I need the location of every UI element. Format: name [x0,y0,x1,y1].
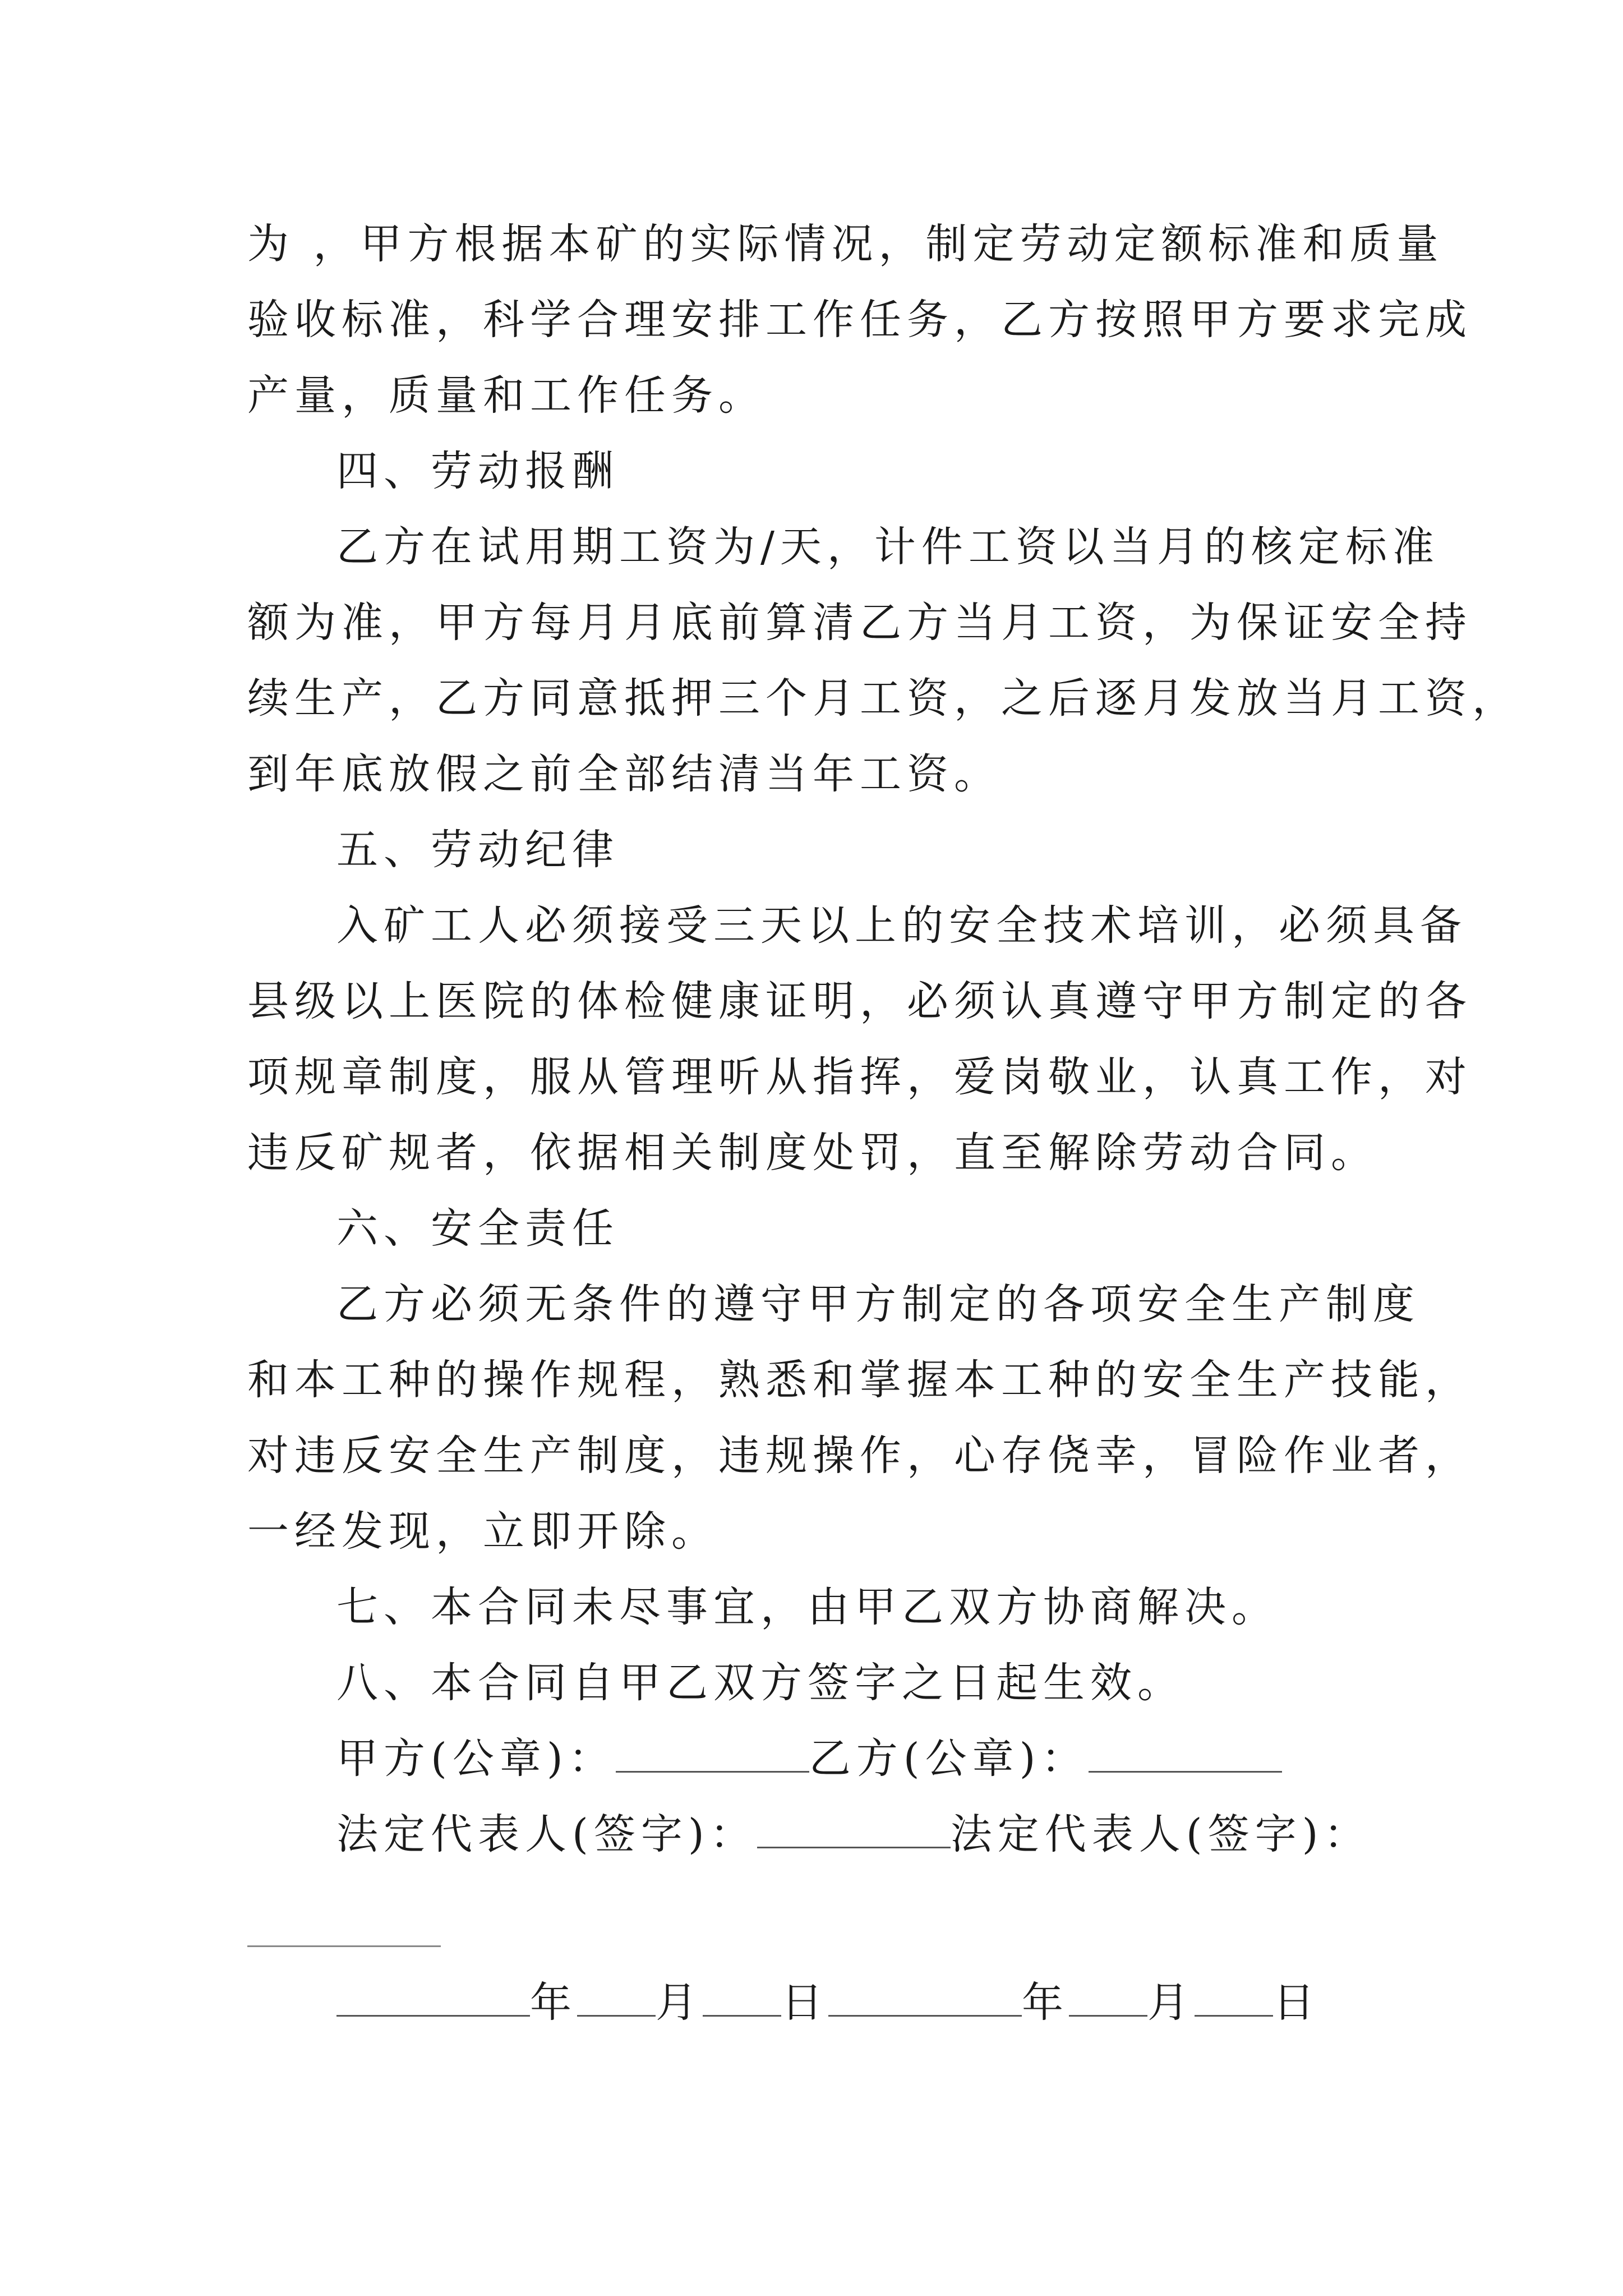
party-a-seal-label: 甲方(公章)： [336,1734,616,1783]
day-b-label: 日 [1273,1978,1320,2027]
rep-b-signature-field[interactable] [247,1945,441,1947]
rep-a-signature-field[interactable] [757,1806,951,1848]
paragraph-line: 项规章制度，服从管理听从指挥，爱岗敬业，认真工作，对 [247,1053,1472,1101]
clause-seven: 七、本合同未尽事宜，由甲乙双方协商解决。 [336,1583,1279,1631]
year-a-field[interactable] [336,1975,530,2017]
party-a-seal-field[interactable] [616,1731,809,1773]
paragraph-line: 产量，质量和工作任务。 [247,371,766,420]
seal-line [336,1731,1282,1787]
year-b-label: 年 [1022,1978,1069,2027]
paragraph-line: 额为准，甲方每月月底前算清乙方当月工资，为保证安全持 [247,599,1472,647]
year-a-label: 年 [530,1978,577,2027]
month-b-field[interactable] [1069,1975,1147,2017]
rep-b-label: 法定代表人(签字)： [950,1810,1371,1858]
party-b-seal-label: 乙方(公章)： [809,1734,1089,1783]
paragraph-line: 为 ，甲方根据本矿的实际情况，制定劳动定额标准和质量 [247,220,1444,268]
date-line [336,1975,1320,2031]
paragraph-line: 到年底放假之前全部结清当年工资。 [247,750,1001,798]
section-heading-remuneration: 四、劳动报酬 [336,447,619,495]
rep-a-label: 法定代表人(签字)： [336,1810,757,1858]
paragraph-line: 违反矿规者，依据相关制度处罚，直至解除劳动合同。 [247,1129,1378,1177]
year-b-field[interactable] [828,1975,1022,2017]
month-a-label: 月 [656,1978,703,2027]
day-a-label: 日 [781,1978,828,2027]
paragraph-line: 和本工种的操作规程，熟悉和掌握本工种的安全生产技能， [247,1356,1472,1404]
representative-line [336,1806,1371,1862]
paragraph-line: 乙方必须无条件的遵守甲方制定的各项安全生产制度 [336,1280,1420,1328]
paragraph-line: 入矿工人必须接受三天以上的安全技术培训，必须具备 [336,901,1467,950]
party-b-seal-field[interactable] [1089,1731,1282,1773]
month-a-field[interactable] [577,1975,656,2017]
paragraph-line: 验收标准，科学合理安排工作任务，乙方按照甲方要求完成 [247,296,1472,344]
paragraph-line: 乙方在试用期工资为/天，计件工资以当月的核定标准 [336,523,1440,571]
paragraph-line: 县级以上医院的体检健康证明，必须认真遵守甲方制定的各 [247,977,1472,1025]
clause-eight: 八、本合同自甲乙双方签字之日起生效。 [336,1659,1184,1707]
month-b-label: 月 [1147,1978,1195,2027]
section-heading-discipline: 五、劳动纪律 [336,826,619,874]
paragraph-line: 一经发现，立即开除。 [247,1507,718,1556]
paragraph-line: 续生产，乙方同意抵押三个月工资，之后逐月发放当月工资， [247,674,1519,723]
day-b-field[interactable] [1195,1975,1273,2017]
day-a-field[interactable] [703,1975,781,2017]
section-heading-safety: 六、安全责任 [336,1204,619,1253]
paragraph-line: 对违反安全生产制度，违规操作，心存侥幸，冒险作业者， [247,1432,1472,1480]
